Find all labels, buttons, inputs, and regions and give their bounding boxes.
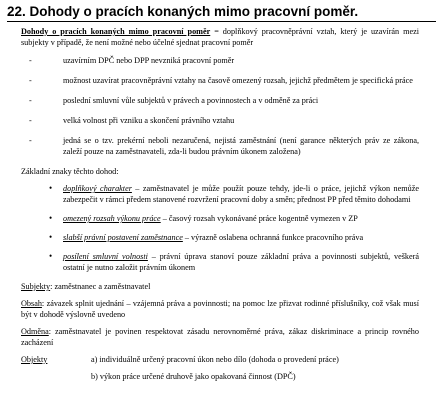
feature-text: – právní úprava stanoví pouze základní práva a povinnosti subjektů, veškerá ostatní je nutno založit právním úkonem: [63, 252, 419, 272]
feature-text: – časový rozsah vykonávané práce kogentně vymezen v ZP: [160, 214, 358, 223]
features-list: [21, 183, 419, 273]
objects-spacer: [21, 371, 91, 382]
reward-text: : zaměstnavatel je povinen respektovat zásadu nerovnoměrné práva, zákaz diskriminace a princip rovného zacházení: [21, 327, 419, 347]
feature-item: [21, 213, 419, 224]
page-title: 22. Dohody o pracích konaných mimo pracovní poměr.: [7, 4, 436, 22]
feature-term: omezený rozsah výkonu práce: [63, 214, 161, 223]
subjects-label: Subjekty: [21, 282, 51, 291]
subjects-paragraph: [21, 281, 419, 292]
features-heading: Základní znaky těchto dohod:: [21, 167, 119, 176]
objects-label: Objekty: [21, 355, 48, 364]
objects-item: b) výkon práce určené druhově jako opakovaná činnost (DPČ): [91, 372, 296, 381]
objects-item: a) individuálně určený pracovní úkon nebo dílo (dohoda o provedení práce): [91, 355, 339, 364]
intro-text: = doplňkový pracovněprávní vztah, který je uzavírán mezi subjekty v případě, že není možné nebo účelné sjednat pracovní poměr: [21, 27, 420, 47]
feature-text: – výrazně oslabena ochranná funkce pracovního práva: [182, 233, 364, 242]
feature-text: – zaměstnavatel je může použít pouze tehdy, jde-li o práce, jejichž výkon nemůže zabezpečit v rámci předem stanovené rozvržení pracovní doby a směn; přednost PP před těmito dohodami: [63, 184, 419, 204]
subjects-text: : zaměstnanec a zaměstnavatel: [50, 282, 151, 291]
content-text: : závazek splnit ujednání – vzájemná práva a povinnosti; na pomoc lze přizvat rodinné příslušníky, což však musí být v dohodě výslovně uvedeno: [21, 299, 419, 319]
feature-item: [21, 183, 419, 205]
intro-term: Dohody o pracích konaných mimo pracovní poměr: [21, 27, 211, 36]
content-paragraph: [21, 298, 419, 320]
feature-term: slabší právní postavení zaměstnance: [63, 233, 183, 242]
feature-term: doplňkový charakter: [63, 184, 132, 193]
reward-label: Odměna: [21, 327, 49, 336]
feature-term: posílení smluvní volnosti: [63, 252, 148, 261]
feature-item: [21, 251, 419, 273]
intro-paragraph: [21, 26, 419, 48]
list-item: - jedná se o tzv. prekérní neboli nezaručená, nejistá zaměstnání (není garance některých práv ze zákona, zaleží pouze na zaměstnavateli, zda-li budou právním úkonem založena): [21, 135, 419, 157]
feature-item: [21, 232, 419, 243]
reward-paragraph: [21, 326, 419, 348]
content-label: Obsah: [21, 299, 42, 308]
list-item: - poslední smluvní vůle subjektů v právech a povinnostech a v odměně za práci: [21, 95, 419, 106]
document-body: [21, 26, 419, 382]
characteristics-list: [21, 55, 419, 157]
list-item: - velká volnost při vzniku a skončení právního vztahu: [21, 115, 419, 126]
list-item: - možnost uzavírat pracovněprávní vztahy na časově omezený rozsah, jejichž předmětem je specifická práce: [21, 75, 419, 86]
objects-section: [21, 354, 419, 382]
list-item: - uzavírním DPČ nebo DPP nevzniká pracovní poměr: [21, 55, 419, 66]
